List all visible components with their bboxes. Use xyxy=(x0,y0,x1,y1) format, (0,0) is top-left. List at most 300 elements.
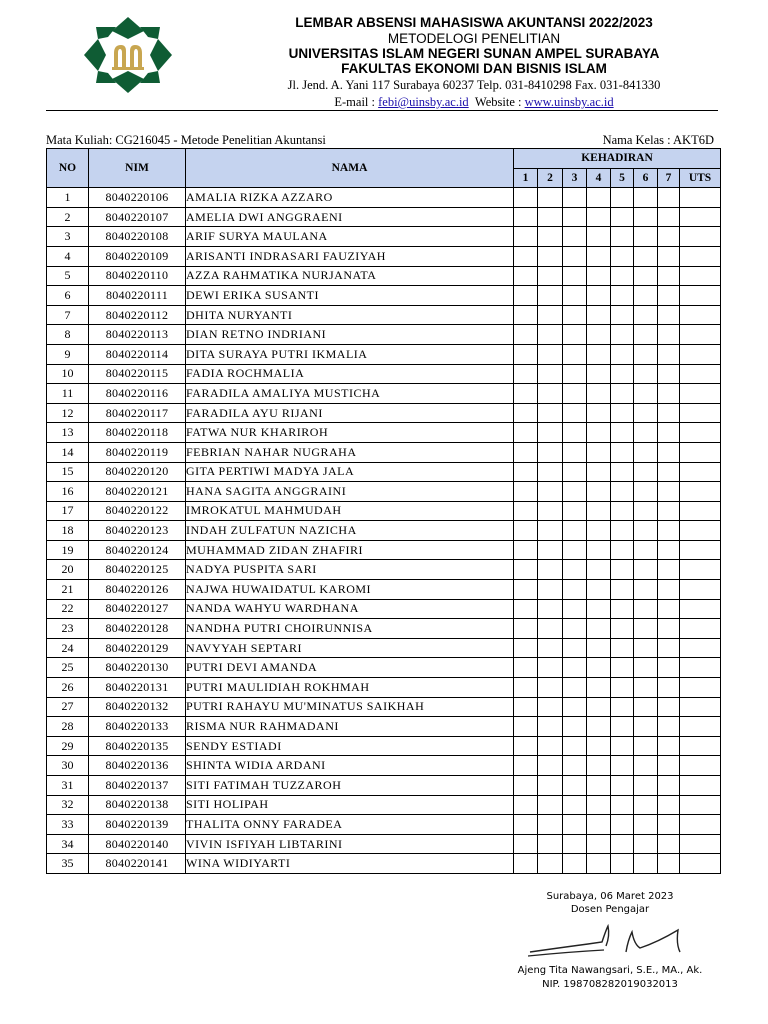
attendance-cell-1[interactable] xyxy=(514,697,538,717)
attendance-cell-1[interactable] xyxy=(514,658,538,678)
attendance-cell-3[interactable] xyxy=(563,227,587,247)
attendance-cell-1[interactable] xyxy=(514,678,538,698)
attendance-cell-6[interactable] xyxy=(634,344,658,364)
attendance-cell-uts[interactable] xyxy=(680,403,721,423)
attendance-cell-6[interactable] xyxy=(634,227,658,247)
attendance-cell-5[interactable] xyxy=(611,717,634,737)
attendance-cell-7[interactable] xyxy=(658,344,680,364)
attendance-cell-5[interactable] xyxy=(611,521,634,541)
attendance-cell-5[interactable] xyxy=(611,227,634,247)
attendance-cell-5[interactable] xyxy=(611,815,634,835)
attendance-cell-7[interactable] xyxy=(658,364,680,384)
attendance-cell-2[interactable] xyxy=(538,344,563,364)
attendance-cell-2[interactable] xyxy=(538,462,563,482)
attendance-cell-3[interactable] xyxy=(563,188,587,208)
attendance-cell-4[interactable] xyxy=(587,442,611,462)
attendance-cell-5[interactable] xyxy=(611,580,634,600)
attendance-cell-2[interactable] xyxy=(538,286,563,306)
attendance-cell-3[interactable] xyxy=(563,540,587,560)
attendance-cell-1[interactable] xyxy=(514,442,538,462)
attendance-cell-4[interactable] xyxy=(587,188,611,208)
attendance-cell-5[interactable] xyxy=(611,756,634,776)
attendance-cell-1[interactable] xyxy=(514,325,538,345)
attendance-cell-4[interactable] xyxy=(587,266,611,286)
attendance-cell-4[interactable] xyxy=(587,776,611,796)
attendance-cell-3[interactable] xyxy=(563,482,587,502)
attendance-cell-uts[interactable] xyxy=(680,462,721,482)
attendance-cell-7[interactable] xyxy=(658,442,680,462)
attendance-cell-4[interactable] xyxy=(587,286,611,306)
attendance-cell-2[interactable] xyxy=(538,599,563,619)
attendance-cell-4[interactable] xyxy=(587,815,611,835)
attendance-cell-5[interactable] xyxy=(611,344,634,364)
attendance-cell-uts[interactable] xyxy=(680,540,721,560)
attendance-cell-1[interactable] xyxy=(514,286,538,306)
attendance-cell-7[interactable] xyxy=(658,834,680,854)
attendance-cell-1[interactable] xyxy=(514,521,538,541)
attendance-cell-1[interactable] xyxy=(514,736,538,756)
attendance-cell-6[interactable] xyxy=(634,697,658,717)
attendance-cell-6[interactable] xyxy=(634,854,658,874)
attendance-cell-4[interactable] xyxy=(587,207,611,227)
attendance-cell-2[interactable] xyxy=(538,266,563,286)
attendance-cell-2[interactable] xyxy=(538,305,563,325)
attendance-cell-2[interactable] xyxy=(538,384,563,404)
attendance-cell-4[interactable] xyxy=(587,756,611,776)
attendance-cell-7[interactable] xyxy=(658,736,680,756)
attendance-cell-2[interactable] xyxy=(538,736,563,756)
attendance-cell-4[interactable] xyxy=(587,834,611,854)
cell-nama: SENDY ESTIADI xyxy=(186,736,514,756)
attendance-cell-3[interactable] xyxy=(563,560,587,580)
attendance-cell-6[interactable] xyxy=(634,776,658,796)
attendance-cell-1[interactable] xyxy=(514,834,538,854)
attendance-cell-uts[interactable] xyxy=(680,207,721,227)
attendance-cell-uts[interactable] xyxy=(680,580,721,600)
attendance-cell-2[interactable] xyxy=(538,756,563,776)
attendance-cell-3[interactable] xyxy=(563,286,587,306)
attendance-cell-1[interactable] xyxy=(514,540,538,560)
attendance-cell-5[interactable] xyxy=(611,736,634,756)
attendance-cell-3[interactable] xyxy=(563,678,587,698)
attendance-cell-3[interactable] xyxy=(563,266,587,286)
attendance-cell-7[interactable] xyxy=(658,403,680,423)
attendance-cell-7[interactable] xyxy=(658,246,680,266)
attendance-cell-2[interactable] xyxy=(538,403,563,423)
attendance-cell-3[interactable] xyxy=(563,776,587,796)
attendance-cell-1[interactable] xyxy=(514,756,538,776)
table-row xyxy=(47,442,721,462)
attendance-cell-uts[interactable] xyxy=(680,854,721,874)
attendance-cell-2[interactable] xyxy=(538,423,563,443)
attendance-cell-3[interactable] xyxy=(563,717,587,737)
attendance-cell-uts[interactable] xyxy=(680,521,721,541)
attendance-cell-5[interactable] xyxy=(611,697,634,717)
attendance-cell-3[interactable] xyxy=(563,423,587,443)
attendance-cell-3[interactable] xyxy=(563,325,587,345)
attendance-cell-6[interactable] xyxy=(634,501,658,521)
attendance-cell-1[interactable] xyxy=(514,403,538,423)
attendance-cell-5[interactable] xyxy=(611,246,634,266)
cell-nama: PUTRI DEVI AMANDA xyxy=(186,658,514,678)
attendance-cell-uts[interactable] xyxy=(680,795,721,815)
attendance-cell-uts[interactable] xyxy=(680,619,721,639)
attendance-cell-4[interactable] xyxy=(587,403,611,423)
attendance-cell-2[interactable] xyxy=(538,638,563,658)
attendance-cell-2[interactable] xyxy=(538,364,563,384)
attendance-cell-6[interactable] xyxy=(634,364,658,384)
attendance-cell-1[interactable] xyxy=(514,795,538,815)
attendance-cell-5[interactable] xyxy=(611,658,634,678)
attendance-cell-4[interactable] xyxy=(587,717,611,737)
cell-nim: 8040220141 xyxy=(89,854,186,874)
attendance-cell-4[interactable] xyxy=(587,854,611,874)
attendance-cell-4[interactable] xyxy=(587,423,611,443)
attendance-cell-1[interactable] xyxy=(514,188,538,208)
attendance-cell-6[interactable] xyxy=(634,207,658,227)
attendance-cell-2[interactable] xyxy=(538,678,563,698)
attendance-cell-1[interactable] xyxy=(514,599,538,619)
attendance-cell-2[interactable] xyxy=(538,717,563,737)
attendance-cell-uts[interactable] xyxy=(680,227,721,247)
attendance-cell-3[interactable] xyxy=(563,580,587,600)
attendance-cell-3[interactable] xyxy=(563,736,587,756)
attendance-cell-2[interactable] xyxy=(538,227,563,247)
attendance-cell-2[interactable] xyxy=(538,188,563,208)
attendance-cell-5[interactable] xyxy=(611,482,634,502)
attendance-cell-6[interactable] xyxy=(634,482,658,502)
attendance-cell-1[interactable] xyxy=(514,344,538,364)
attendance-cell-uts[interactable] xyxy=(680,188,721,208)
attendance-cell-1[interactable] xyxy=(514,384,538,404)
attendance-cell-2[interactable] xyxy=(538,854,563,874)
attendance-cell-4[interactable] xyxy=(587,462,611,482)
attendance-cell-7[interactable] xyxy=(658,305,680,325)
attendance-cell-3[interactable] xyxy=(563,305,587,325)
attendance-cell-6[interactable] xyxy=(634,658,658,678)
attendance-cell-uts[interactable] xyxy=(680,815,721,835)
attendance-cell-6[interactable] xyxy=(634,286,658,306)
attendance-cell-4[interactable] xyxy=(587,678,611,698)
attendance-cell-5[interactable] xyxy=(611,462,634,482)
attendance-cell-4[interactable] xyxy=(587,619,611,639)
attendance-cell-uts[interactable] xyxy=(680,364,721,384)
attendance-cell-4[interactable] xyxy=(587,658,611,678)
attendance-cell-1[interactable] xyxy=(514,423,538,443)
course-label: Mata Kuliah: CG216045 - Metode Penelitian Akuntansi xyxy=(46,133,326,147)
attendance-cell-5[interactable] xyxy=(611,678,634,698)
attendance-cell-6[interactable] xyxy=(634,756,658,776)
attendance-cell-3[interactable] xyxy=(563,207,587,227)
attendance-cell-6[interactable] xyxy=(634,795,658,815)
attendance-cell-3[interactable] xyxy=(563,795,587,815)
attendance-cell-6[interactable] xyxy=(634,717,658,737)
attendance-cell-6[interactable] xyxy=(634,384,658,404)
attendance-cell-4[interactable] xyxy=(587,482,611,502)
attendance-cell-5[interactable] xyxy=(611,403,634,423)
attendance-cell-7[interactable] xyxy=(658,560,680,580)
attendance-cell-3[interactable] xyxy=(563,521,587,541)
attendance-cell-2[interactable] xyxy=(538,834,563,854)
attendance-cell-5[interactable] xyxy=(611,364,634,384)
attendance-cell-1[interactable] xyxy=(514,717,538,737)
attendance-cell-2[interactable] xyxy=(538,795,563,815)
attendance-cell-3[interactable] xyxy=(563,834,587,854)
attendance-cell-3[interactable] xyxy=(563,658,587,678)
cell-no: 24 xyxy=(47,638,89,658)
attendance-cell-5[interactable] xyxy=(611,305,634,325)
attendance-cell-uts[interactable] xyxy=(680,305,721,325)
attendance-cell-1[interactable] xyxy=(514,638,538,658)
attendance-cell-1[interactable] xyxy=(514,501,538,521)
attendance-cell-6[interactable] xyxy=(634,462,658,482)
attendance-cell-5[interactable] xyxy=(611,540,634,560)
attendance-cell-7[interactable] xyxy=(658,776,680,796)
attendance-cell-uts[interactable] xyxy=(680,344,721,364)
attendance-cell-4[interactable] xyxy=(587,697,611,717)
attendance-cell-2[interactable] xyxy=(538,815,563,835)
attendance-cell-1[interactable] xyxy=(514,462,538,482)
attendance-cell-7[interactable] xyxy=(658,756,680,776)
attendance-cell-5[interactable] xyxy=(611,560,634,580)
attendance-cell-uts[interactable] xyxy=(680,717,721,737)
attendance-cell-3[interactable] xyxy=(563,619,587,639)
attendance-cell-6[interactable] xyxy=(634,815,658,835)
attendance-cell-5[interactable] xyxy=(611,188,634,208)
attendance-cell-2[interactable] xyxy=(538,697,563,717)
attendance-cell-7[interactable] xyxy=(658,678,680,698)
attendance-cell-1[interactable] xyxy=(514,266,538,286)
attendance-cell-7[interactable] xyxy=(658,521,680,541)
attendance-cell-6[interactable] xyxy=(634,638,658,658)
attendance-cell-1[interactable] xyxy=(514,815,538,835)
attendance-cell-5[interactable] xyxy=(611,266,634,286)
attendance-cell-uts[interactable] xyxy=(680,736,721,756)
attendance-cell-uts[interactable] xyxy=(680,286,721,306)
attendance-cell-2[interactable] xyxy=(538,521,563,541)
attendance-cell-7[interactable] xyxy=(658,580,680,600)
attendance-cell-3[interactable] xyxy=(563,854,587,874)
attendance-cell-1[interactable] xyxy=(514,776,538,796)
attendance-cell-7[interactable] xyxy=(658,384,680,404)
attendance-cell-7[interactable] xyxy=(658,423,680,443)
attendance-cell-uts[interactable] xyxy=(680,266,721,286)
attendance-cell-5[interactable] xyxy=(611,207,634,227)
cell-no: 27 xyxy=(47,697,89,717)
cell-nim: 8040220136 xyxy=(89,756,186,776)
attendance-cell-5[interactable] xyxy=(611,776,634,796)
attendance-cell-7[interactable] xyxy=(658,697,680,717)
attendance-cell-2[interactable] xyxy=(538,501,563,521)
attendance-cell-3[interactable] xyxy=(563,815,587,835)
attendance-cell-4[interactable] xyxy=(587,364,611,384)
attendance-cell-7[interactable] xyxy=(658,638,680,658)
attendance-cell-2[interactable] xyxy=(538,540,563,560)
attendance-cell-3[interactable] xyxy=(563,599,587,619)
attendance-cell-6[interactable] xyxy=(634,246,658,266)
attendance-cell-5[interactable] xyxy=(611,854,634,874)
attendance-cell-1[interactable] xyxy=(514,246,538,266)
attendance-cell-3[interactable] xyxy=(563,344,587,364)
attendance-cell-4[interactable] xyxy=(587,384,611,404)
attendance-cell-4[interactable] xyxy=(587,795,611,815)
attendance-cell-uts[interactable] xyxy=(680,678,721,698)
attendance-cell-3[interactable] xyxy=(563,384,587,404)
attendance-cell-6[interactable] xyxy=(634,325,658,345)
attendance-cell-2[interactable] xyxy=(538,482,563,502)
attendance-cell-2[interactable] xyxy=(538,325,563,345)
attendance-cell-4[interactable] xyxy=(587,305,611,325)
attendance-cell-5[interactable] xyxy=(611,638,634,658)
attendance-cell-3[interactable] xyxy=(563,364,587,384)
attendance-cell-5[interactable] xyxy=(611,619,634,639)
attendance-cell-5[interactable] xyxy=(611,442,634,462)
attendance-cell-6[interactable] xyxy=(634,678,658,698)
attendance-cell-4[interactable] xyxy=(587,521,611,541)
attendance-cell-6[interactable] xyxy=(634,834,658,854)
attendance-cell-4[interactable] xyxy=(587,540,611,560)
attendance-cell-uts[interactable] xyxy=(680,697,721,717)
email-link[interactable]: febi@uinsby.ac.id xyxy=(378,95,469,109)
attendance-cell-uts[interactable] xyxy=(680,325,721,345)
attendance-cell-7[interactable] xyxy=(658,188,680,208)
attendance-cell-7[interactable] xyxy=(658,854,680,874)
attendance-cell-4[interactable] xyxy=(587,638,611,658)
cell-nim: 8040220119 xyxy=(89,442,186,462)
attendance-cell-1[interactable] xyxy=(514,227,538,247)
attendance-cell-4[interactable] xyxy=(587,246,611,266)
attendance-cell-uts[interactable] xyxy=(680,834,721,854)
attendance-cell-3[interactable] xyxy=(563,403,587,423)
cell-no: 8 xyxy=(47,325,89,345)
attendance-cell-7[interactable] xyxy=(658,462,680,482)
attendance-cell-6[interactable] xyxy=(634,423,658,443)
attendance-cell-7[interactable] xyxy=(658,207,680,227)
cell-nim: 8040220111 xyxy=(89,286,186,306)
attendance-cell-4[interactable] xyxy=(587,580,611,600)
attendance-cell-6[interactable] xyxy=(634,540,658,560)
attendance-cell-7[interactable] xyxy=(658,599,680,619)
attendance-cell-6[interactable] xyxy=(634,560,658,580)
attendance-cell-1[interactable] xyxy=(514,364,538,384)
attendance-cell-1[interactable] xyxy=(514,560,538,580)
attendance-cell-4[interactable] xyxy=(587,325,611,345)
attendance-cell-6[interactable] xyxy=(634,403,658,423)
attendance-cell-4[interactable] xyxy=(587,227,611,247)
table-row xyxy=(47,658,721,678)
attendance-cell-7[interactable] xyxy=(658,717,680,737)
attendance-cell-6[interactable] xyxy=(634,619,658,639)
attendance-cell-6[interactable] xyxy=(634,266,658,286)
attendance-cell-7[interactable] xyxy=(658,658,680,678)
attendance-cell-1[interactable] xyxy=(514,580,538,600)
attendance-cell-uts[interactable] xyxy=(680,756,721,776)
website-link[interactable]: www.uinsby.ac.id xyxy=(524,95,614,109)
attendance-cell-1[interactable] xyxy=(514,207,538,227)
attendance-cell-6[interactable] xyxy=(634,188,658,208)
attendance-cell-5[interactable] xyxy=(611,795,634,815)
attendance-cell-7[interactable] xyxy=(658,325,680,345)
attendance-cell-uts[interactable] xyxy=(680,560,721,580)
attendance-cell-6[interactable] xyxy=(634,599,658,619)
attendance-cell-5[interactable] xyxy=(611,384,634,404)
attendance-cell-1[interactable] xyxy=(514,854,538,874)
attendance-cell-5[interactable] xyxy=(611,834,634,854)
attendance-cell-3[interactable] xyxy=(563,246,587,266)
attendance-cell-2[interactable] xyxy=(538,207,563,227)
attendance-cell-5[interactable] xyxy=(611,325,634,345)
attendance-cell-uts[interactable] xyxy=(680,246,721,266)
attendance-cell-2[interactable] xyxy=(538,776,563,796)
attendance-cell-2[interactable] xyxy=(538,619,563,639)
attendance-cell-2[interactable] xyxy=(538,246,563,266)
attendance-cell-1[interactable] xyxy=(514,305,538,325)
attendance-cell-6[interactable] xyxy=(634,521,658,541)
attendance-cell-6[interactable] xyxy=(634,442,658,462)
attendance-cell-5[interactable] xyxy=(611,501,634,521)
attendance-cell-3[interactable] xyxy=(563,462,587,482)
attendance-cell-5[interactable] xyxy=(611,599,634,619)
attendance-cell-7[interactable] xyxy=(658,501,680,521)
attendance-cell-7[interactable] xyxy=(658,266,680,286)
cell-nama: NAVYYAH SEPTARI xyxy=(186,638,514,658)
attendance-cell-3[interactable] xyxy=(563,697,587,717)
attendance-cell-7[interactable] xyxy=(658,227,680,247)
attendance-cell-7[interactable] xyxy=(658,795,680,815)
attendance-cell-uts[interactable] xyxy=(680,423,721,443)
attendance-cell-6[interactable] xyxy=(634,580,658,600)
attendance-cell-4[interactable] xyxy=(587,560,611,580)
attendance-cell-4[interactable] xyxy=(587,344,611,364)
attendance-cell-uts[interactable] xyxy=(680,599,721,619)
cell-nama: AZZA RAHMATIKA NURJANATA xyxy=(186,266,514,286)
attendance-cell-uts[interactable] xyxy=(680,384,721,404)
table-row xyxy=(47,638,721,658)
cell-nama: AMALIA RIZKA AZZARO xyxy=(186,188,514,208)
attendance-cell-5[interactable] xyxy=(611,423,634,443)
attendance-cell-7[interactable] xyxy=(658,540,680,560)
attendance-cell-7[interactable] xyxy=(658,815,680,835)
attendance-cell-1[interactable] xyxy=(514,619,538,639)
attendance-cell-uts[interactable] xyxy=(680,501,721,521)
attendance-cell-uts[interactable] xyxy=(680,776,721,796)
attendance-cell-2[interactable] xyxy=(538,560,563,580)
attendance-cell-uts[interactable] xyxy=(680,658,721,678)
attendance-cell-uts[interactable] xyxy=(680,482,721,502)
attendance-cell-4[interactable] xyxy=(587,599,611,619)
attendance-cell-3[interactable] xyxy=(563,442,587,462)
attendance-cell-7[interactable] xyxy=(658,619,680,639)
attendance-cell-2[interactable] xyxy=(538,442,563,462)
attendance-cell-7[interactable] xyxy=(658,286,680,306)
attendance-cell-6[interactable] xyxy=(634,736,658,756)
cell-no: 3 xyxy=(47,227,89,247)
attendance-cell-4[interactable] xyxy=(587,501,611,521)
attendance-cell-3[interactable] xyxy=(563,501,587,521)
attendance-cell-2[interactable] xyxy=(538,658,563,678)
attendance-cell-1[interactable] xyxy=(514,482,538,502)
attendance-cell-7[interactable] xyxy=(658,482,680,502)
attendance-cell-5[interactable] xyxy=(611,286,634,306)
attendance-cell-2[interactable] xyxy=(538,580,563,600)
attendance-cell-uts[interactable] xyxy=(680,638,721,658)
cell-nama: DHITA NURYANTI xyxy=(186,305,514,325)
attendance-cell-3[interactable] xyxy=(563,756,587,776)
attendance-cell-3[interactable] xyxy=(563,638,587,658)
attendance-cell-6[interactable] xyxy=(634,305,658,325)
attendance-cell-4[interactable] xyxy=(587,736,611,756)
attendance-cell-uts[interactable] xyxy=(680,442,721,462)
